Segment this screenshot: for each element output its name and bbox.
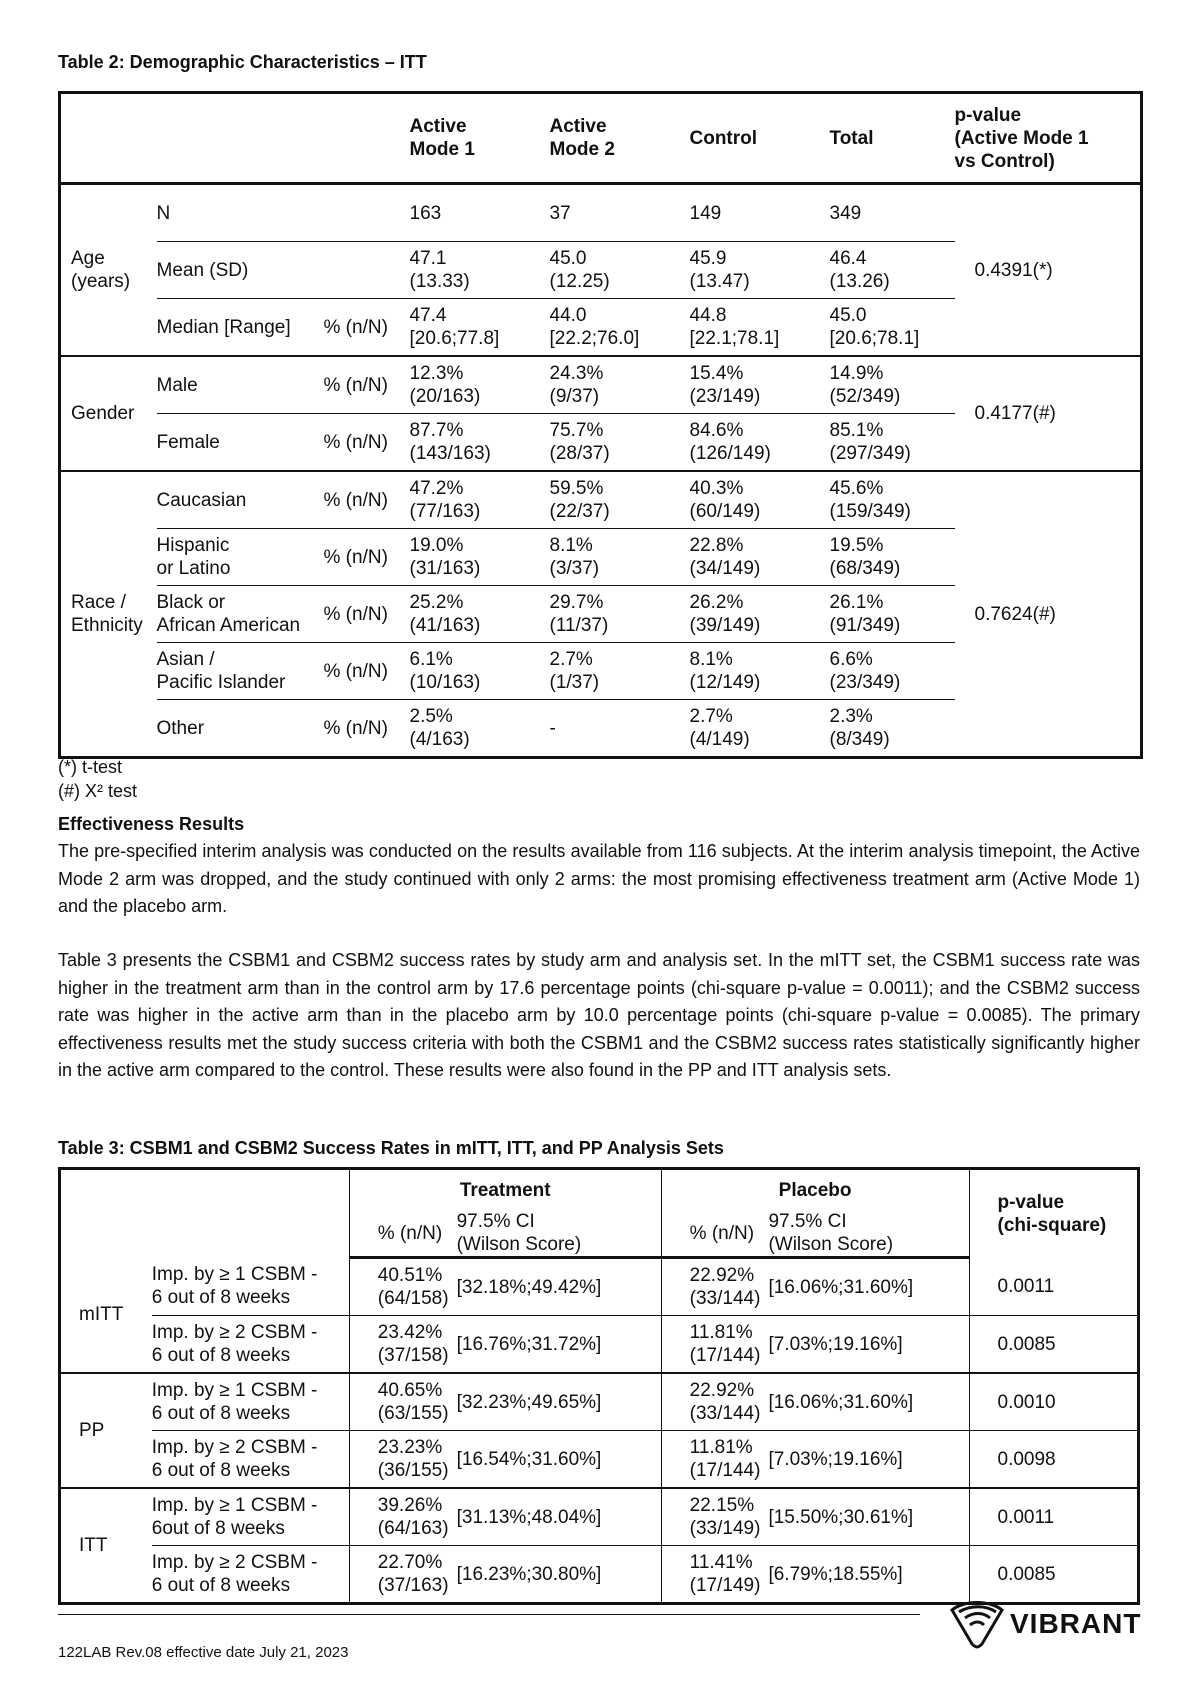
placebo-ci: [7.03%;19.16%] bbox=[768, 1431, 969, 1489]
cell-a1: 163 bbox=[409, 202, 442, 224]
endpoint-label: Imp. by ≥ 2 CSBM - 6 out of 8 weeks bbox=[152, 1431, 350, 1489]
pvalue-cell: 0.0085 bbox=[969, 1546, 1139, 1604]
table2-notes bbox=[58, 755, 137, 803]
cell-a2: - bbox=[550, 700, 690, 758]
success-row bbox=[60, 1546, 1139, 1604]
cell-t: 85.1% (297/349) bbox=[830, 414, 955, 472]
row-unit: % (n/N) bbox=[324, 643, 410, 700]
header-total: Total bbox=[830, 93, 955, 184]
pvalue-gender: 0.4177(#) bbox=[955, 356, 1142, 471]
treatment-pct: 22.70% (37/163) bbox=[349, 1546, 456, 1604]
cell-a1: 2.5% (4/163) bbox=[410, 700, 550, 758]
table2-caption: Table 2: Demographic Characteristics – ITT bbox=[58, 52, 427, 72]
row-unit: % (n/N) bbox=[324, 414, 410, 472]
header-pvalue: p-value (Active Mode 1 vs Control) bbox=[955, 93, 1142, 184]
row-label: Female bbox=[157, 414, 324, 472]
cell-c: 44.8 [22.1;78.1] bbox=[690, 299, 830, 357]
treatment-pct: 23.23% (36/155) bbox=[349, 1431, 456, 1489]
cell-c: 2.7% (4/149) bbox=[690, 700, 830, 758]
treatment-pct: 39.26% (64/163) bbox=[349, 1488, 456, 1546]
success-row bbox=[60, 1316, 1139, 1374]
cell-c: 40.3% (60/149) bbox=[690, 471, 830, 529]
analysis-set-label: PP bbox=[60, 1373, 152, 1488]
treatment-ci: [32.23%;49.65%] bbox=[457, 1373, 662, 1431]
header-treatment: Treatment bbox=[349, 1169, 661, 1211]
placebo-ci: [6.79%;18.55%] bbox=[768, 1546, 969, 1604]
effectiveness-paragraph-1: The pre-specified interim analysis was conducted on the results available from 116 subjects. At the interim analysis timepoint, the Active Mode 2 arm was dropped, and the study continued with only 2 arms: the most promising effectiveness treatment arm (Active Mode 1) and the placebo arm. bbox=[58, 841, 1140, 916]
cell-t: 6.6% (23/349) bbox=[830, 643, 955, 700]
group-label-race: Race / Ethnicity bbox=[60, 471, 157, 758]
group-label-age: Age (years) bbox=[71, 248, 131, 292]
row-label: N bbox=[156, 202, 171, 224]
cell-t: 14.9% (52/349) bbox=[830, 356, 955, 414]
endpoint-label: Imp. by ≥ 1 CSBM - 6out of 8 weeks bbox=[152, 1488, 350, 1546]
pvalue-cell: 0.0010 bbox=[969, 1373, 1139, 1431]
cell-a2: 29.7% (11/37) bbox=[550, 586, 690, 643]
placebo-ci: [7.03%;19.16%] bbox=[768, 1316, 969, 1374]
header-placebo-pct: % (n/N) bbox=[661, 1210, 768, 1258]
cell-t: 45.0 [20.6;78.1] bbox=[830, 299, 955, 357]
success-row bbox=[60, 1373, 1139, 1431]
endpoint-label: Imp. by ≥ 2 CSBM - 6 out of 8 weeks bbox=[152, 1546, 350, 1604]
pvalue-age: 0.4391(*) bbox=[974, 259, 1053, 281]
demographics-row bbox=[60, 184, 1142, 242]
demographics-table bbox=[58, 91, 1143, 759]
placebo-pct: 11.41% (17/149) bbox=[661, 1546, 768, 1604]
cell-a1: 47.4 [20.6;77.8] bbox=[410, 299, 550, 357]
note-ttest: (*) t-test bbox=[58, 757, 123, 777]
row-unit: % (n/N) bbox=[324, 529, 410, 586]
cell-a1: 47.2% (77/163) bbox=[410, 471, 550, 529]
cell-a1: 12.3% (20/163) bbox=[410, 356, 550, 414]
placebo-pct: 22.15% (33/149) bbox=[661, 1488, 768, 1546]
effectiveness-paragraph-2: Table 3 presents the CSBM1 and CSBM2 success rates by study arm and analysis set. In the mITT set, the CSBM1 success rate was higher in the treatment arm than in the control arm by 17.6 percentage points (chi-square p-value = 0.0011); and the CSBM2 success rate was higher in the active arm than in the placebo arm by 10.0 percentage points (chi-square p-value = 0.0085). The primary effectiveness results met the study success criteria with both the CSBM1 and the CSBM2 success rates statistically significantly higher in the active arm compared to the control. These results were also found in the PP and ITT analysis sets. bbox=[58, 950, 1140, 1080]
cell-a1: 87.7% (143/163) bbox=[410, 414, 550, 472]
cell-c: 149 bbox=[689, 202, 722, 224]
pvalue-cell: 0.0011 bbox=[969, 1488, 1139, 1546]
row-label: Caucasian bbox=[157, 471, 324, 529]
row-label: Hispanic or Latino bbox=[157, 529, 324, 586]
cell-a2: 59.5% (22/37) bbox=[550, 471, 690, 529]
cell-a1: 6.1% (10/163) bbox=[410, 643, 550, 700]
effectiveness-heading: Effectiveness Results bbox=[58, 814, 245, 834]
placebo-pct: 11.81% (17/144) bbox=[661, 1431, 768, 1489]
cell-a2: 45.0 (12.25) bbox=[550, 242, 690, 299]
note-chisq: (#) X² test bbox=[58, 781, 138, 801]
cell-c: 45.9 (13.47) bbox=[690, 242, 830, 299]
treatment-ci: [16.76%;31.72%] bbox=[457, 1316, 662, 1374]
row-label: Other bbox=[157, 700, 324, 758]
treatment-pct: 40.51% (64/158) bbox=[349, 1258, 456, 1316]
cell-t: 19.5% (68/349) bbox=[830, 529, 955, 586]
header-treatment-pct: % (n/N) bbox=[349, 1210, 456, 1258]
placebo-ci: [15.50%;30.61%] bbox=[768, 1488, 969, 1546]
cell-c: 15.4% (23/149) bbox=[690, 356, 830, 414]
cell-a2: 2.7% (1/37) bbox=[550, 643, 690, 700]
endpoint-label: Imp. by ≥ 1 CSBM - 6 out of 8 weeks bbox=[151, 1264, 318, 1309]
treatment-ci: [16.23%;30.80%] bbox=[457, 1546, 662, 1604]
cell-a1: 19.0% (31/163) bbox=[410, 529, 550, 586]
pvalue-cell: 0.0085 bbox=[969, 1316, 1139, 1374]
success-row bbox=[60, 1258, 1139, 1316]
placebo-pct: 22.92% (33/144) bbox=[661, 1258, 768, 1316]
footer-divider bbox=[58, 1614, 920, 1615]
row-unit: % (n/N) bbox=[324, 700, 410, 758]
analysis-set-label: ITT bbox=[60, 1488, 152, 1604]
placebo-ci: [16.06%;31.60%] bbox=[768, 1373, 969, 1431]
placebo-pct: 11.81% (17/144) bbox=[661, 1316, 768, 1374]
cell-a2: 24.3% (9/37) bbox=[550, 356, 690, 414]
row-label: Median [Range] bbox=[157, 299, 324, 357]
row-label: Mean (SD) bbox=[157, 242, 324, 299]
pvalue-cell: 0.0011 bbox=[969, 1258, 1139, 1316]
header-active-mode-2: Active Mode 2 bbox=[550, 93, 690, 184]
header-active-mode-1: Active Mode 1 bbox=[410, 93, 550, 184]
placebo-ci: [16.06%;31.60%] bbox=[768, 1276, 914, 1298]
cell-t: 26.1% (91/349) bbox=[830, 586, 955, 643]
cell-t: 45.6% (159/349) bbox=[830, 471, 955, 529]
footer-doc-id: 122LAB Rev.08 effective date July 21, 2023 bbox=[58, 1644, 349, 1661]
endpoint-label: Imp. by ≥ 2 CSBM - 6 out of 8 weeks bbox=[152, 1316, 350, 1374]
cell-c: 8.1% (12/149) bbox=[690, 643, 830, 700]
treatment-pct: 40.65% (63/155) bbox=[349, 1373, 456, 1431]
cell-a1: 25.2% (41/163) bbox=[410, 586, 550, 643]
row-unit: % (n/N) bbox=[324, 356, 410, 414]
row-unit: % (n/N) bbox=[324, 299, 410, 357]
success-rates-table bbox=[58, 1167, 1140, 1605]
vibrant-logo-text: VIBRANT bbox=[1010, 1608, 1142, 1639]
cell-a2: 44.0 [22.2;76.0] bbox=[550, 299, 690, 357]
pvalue-race: 0.7624(#) bbox=[955, 471, 1142, 758]
cell-t: 2.3% (8/349) bbox=[830, 700, 955, 758]
row-unit bbox=[324, 184, 410, 242]
header-control: Control bbox=[690, 93, 830, 184]
success-row bbox=[60, 1488, 1139, 1546]
treatment-ci: [16.54%;31.60%] bbox=[457, 1431, 662, 1489]
cell-a2: 75.7% (28/37) bbox=[550, 414, 690, 472]
cell-a2: 8.1% (3/37) bbox=[550, 529, 690, 586]
treatment-ci: [32.18%;49.42%] bbox=[456, 1276, 602, 1298]
cell-a2: 37 bbox=[549, 202, 571, 224]
row-unit: % (n/N) bbox=[324, 586, 410, 643]
demographics-row bbox=[60, 356, 1142, 414]
row-unit: % (n/N) bbox=[324, 471, 410, 529]
row-label: Asian / Pacific Islander bbox=[157, 643, 324, 700]
cell-c: 84.6% (126/149) bbox=[690, 414, 830, 472]
endpoint-label: Imp. by ≥ 1 CSBM - 6 out of 8 weeks bbox=[152, 1373, 350, 1431]
success-row bbox=[60, 1431, 1139, 1489]
cell-c: 22.8% (34/149) bbox=[690, 529, 830, 586]
cell-c: 26.2% (39/149) bbox=[690, 586, 830, 643]
analysis-set-label: mITT bbox=[79, 1304, 124, 1326]
header-pvalue-chisq: p-value (chi-square) bbox=[969, 1169, 1139, 1258]
cell-t: 349 bbox=[829, 202, 862, 224]
header-placebo: Placebo bbox=[661, 1169, 969, 1211]
cell-a1: 47.1 (13.33) bbox=[410, 242, 550, 299]
pvalue-cell: 0.0098 bbox=[969, 1431, 1139, 1489]
placebo-pct: 22.92% (33/144) bbox=[661, 1373, 768, 1431]
header-treatment-ci: 97.5% CI (Wilson Score) bbox=[457, 1210, 662, 1258]
header-placebo-ci: 97.5% CI (Wilson Score) bbox=[768, 1210, 969, 1258]
row-unit bbox=[324, 242, 410, 299]
table3-caption: Table 3: CSBM1 and CSBM2 Success Rates in mITT, ITT, and PP Analysis Sets bbox=[58, 1138, 724, 1158]
treatment-pct: 23.42% (37/158) bbox=[349, 1316, 456, 1374]
vibrant-logo-icon bbox=[946, 1596, 1008, 1650]
group-label-gender: Gender bbox=[60, 356, 157, 471]
row-label: Male bbox=[157, 356, 324, 414]
cell-t: 46.4 (13.26) bbox=[830, 242, 955, 299]
treatment-ci: [31.13%;48.04%] bbox=[457, 1488, 662, 1546]
demographics-row bbox=[60, 471, 1142, 529]
row-label: Black or African American bbox=[157, 586, 324, 643]
